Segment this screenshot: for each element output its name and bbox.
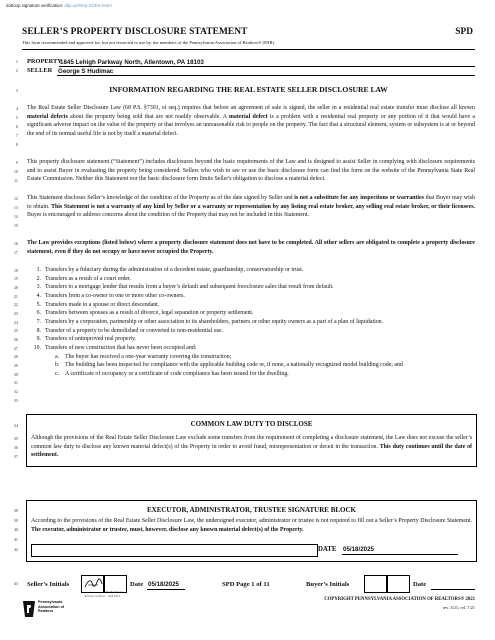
line-number: 40	[13, 527, 18, 532]
list-item: 10. Transfers of new construction that has never been occupied and:	[33, 344, 197, 351]
list-subitem: c. A certificate of occupancy or a certificate of code compliance has been issued for the dwelling.	[55, 370, 289, 377]
line-number: 25	[13, 328, 18, 333]
par-logo	[22, 598, 82, 622]
line-number: 4	[15, 106, 18, 111]
line-number: 12	[13, 196, 18, 201]
line-number: 34	[13, 423, 18, 428]
seller-label: SELLER	[27, 67, 53, 74]
line-number: 16	[13, 241, 18, 246]
paragraph-knowledge: This Statement discloses Seller’s knowledge of the condition of the Property as of the date signed by Seller and is not a substitute for any inspections or warranties that Buyer may wish to obtain. This Statement is not a warranty of any kind by Seller or a warranty or representation by any listing real estate broker, any selling real estate broker, or their licensees. Buyer is encouraged to address concerns about the condition of the Property that may not be included in this Statement.	[27, 195, 475, 219]
list-item: 9. Transfers of unimproved real property.	[36, 336, 137, 343]
seller-initials-box-2[interactable]	[103, 575, 127, 593]
list-item: 2. Transfers as a result of a court order.	[36, 275, 132, 282]
common-law-duty-box	[26, 414, 477, 467]
list-item: 8. Transfer of a property to be demolished or converted to non-residential use.	[36, 327, 224, 334]
line-number: 43	[13, 581, 18, 586]
dotloop-link[interactable]: dtlp.us/9S4j-ZGEK-M4iA	[64, 3, 113, 8]
copyright: COPYRIGHT PENNSYLVANIA ASSOCIATION OF REALTORS® 2021	[324, 597, 475, 602]
executor-date-label: DATE	[318, 546, 337, 553]
line-number: 27	[13, 346, 18, 351]
line-number: 19	[13, 276, 18, 281]
line-number: 26	[13, 337, 18, 342]
line-number: 5	[15, 115, 18, 120]
seller-underline	[57, 75, 475, 76]
list-item: 6. Transfers between spouses as a result of divorce, legal separation or property settlement.	[36, 310, 254, 317]
line-number: 28	[13, 354, 18, 359]
seller-initials-box-1[interactable]	[81, 575, 105, 593]
box-title: COMMON LAW DUTY TO DISCLOSE	[190, 420, 313, 428]
line-number: 7	[15, 133, 18, 138]
list-item: 1. Transfers by a fiduciary during the administration of a decedent estate, guardianship, conservatorship or trust.	[36, 267, 304, 273]
line-number: 24	[13, 320, 18, 325]
line-number: 13	[13, 205, 18, 210]
list-subitem: b. The building has been inspected for compliance with the applicable building code or, if none, a nationally recognized model building code; and	[55, 362, 403, 369]
line-number: 14	[13, 214, 18, 219]
initials-signature-icon	[82, 576, 104, 592]
line-number: 9	[15, 160, 18, 165]
line-number: 6	[15, 124, 18, 129]
seller-date-label: Date	[130, 581, 144, 588]
line-number: 11	[13, 178, 18, 183]
date-underline	[342, 554, 458, 555]
executor-signature-box	[26, 500, 477, 562]
list-item: 4. Transfers from a co-owner to one or more other co-owners.	[36, 292, 185, 299]
list-item: 3. Transfers to a mortgage lender that results from a buyer’s default and subsequent foreclosure sales that result from default.	[36, 284, 334, 291]
buyer-initials-label: Buyer’s Initials	[306, 581, 350, 588]
list-subitem: a. The buyer has received a one-year warranty covering the construction;	[55, 353, 232, 360]
buyer-initials-box-2[interactable]	[386, 575, 410, 593]
line-number: 41	[13, 537, 18, 542]
exceptions-list	[27, 266, 475, 379]
line-number: 35	[13, 436, 18, 441]
list-item: 7. Transfers by a corporation, partnership or other association to its shareholders, partners or other equity owners as a part of a plan of liquidation.	[36, 318, 384, 325]
executor-signature-field[interactable]	[31, 544, 318, 557]
box-text: Although the provisions of the Real Estate Seller Disclosure Law exclude some transfers from the requirement of completing a disclosure statement, the Law does not excuse the seller’s common law duty to disclose any known material defect(s) of the Property in order to avoid fraud, misrepresentation or deceit in the transaction. This duty continues until the date of settlement.	[31, 435, 472, 459]
paragraph-material-defects: The Real Estate Seller Disclosure Law (68 P.S. §7301, et seq.) requires that before an agreement of sale is signed, the seller in a residential real estate transfer must disclose all known material defects about the property being sold that are not readily observable. A material defect is a problem with a residential real property or any portion of it that would have a significant adverse impact on the value of the property or that involves an unreasonable risk to people on the property. The fact that a structural element, system or subsystem is at or beyond the end of its normal useful life is not by itself a material defect.	[27, 105, 475, 138]
line-number: 32	[13, 389, 18, 394]
section-heading: INFORMATION REGARDING THE REAL ESTATE SELLER DISCLOSURE LAW	[109, 85, 388, 94]
property-label: PROPERTY	[27, 58, 62, 65]
page-title: SELLER’S PROPERTY DISCLOSURE STATEMENT	[22, 27, 248, 37]
seller-initials-label: Seller’s Initials	[27, 581, 70, 588]
line-number: 21	[13, 294, 18, 299]
line-number: 30	[13, 372, 18, 377]
list-item: 5. Transfers made to a spouse or direct descendant.	[36, 301, 160, 308]
keystone-logo-icon	[22, 600, 36, 618]
buyer-date-label: Date	[413, 581, 427, 588]
line-number: 33	[13, 398, 18, 403]
line-number: 20	[13, 285, 18, 290]
buyer-date-field[interactable]	[431, 589, 475, 590]
line-number: 38	[13, 508, 18, 513]
revision: rev. 3/21; rel. 7/21	[442, 605, 475, 610]
line-number: 17	[13, 250, 18, 255]
line-number: 42	[13, 547, 18, 552]
seller-date-field[interactable]: 05/18/2025	[148, 581, 179, 588]
signature-stamp: 05/18/25 9:17 AM EDT	[105, 590, 123, 598]
line-number: 29	[13, 363, 18, 368]
line-number: 3	[15, 88, 18, 93]
line-number: 18	[13, 268, 18, 273]
line-number: 37	[13, 454, 18, 459]
line-number: 36	[13, 445, 18, 450]
line-number: 8	[15, 142, 18, 147]
logo-text: Pennsylvania Association of Realtors	[38, 600, 65, 614]
line-number: 10	[13, 169, 18, 174]
paragraph-exceptions: The Law provides exceptions (listed below) where a property disclosure statement does not have to be completed. All other sellers are obligated to complete a property disclosure statement, even if they do not occupy or have never occupied the Property.	[27, 240, 475, 255]
line-number: 2	[15, 68, 18, 73]
box-title: EXECUTOR, ADMINISTRATOR, TRUSTEE SIGNATURE BLOCK	[146, 506, 356, 514]
line-number: 31	[13, 380, 18, 385]
property-field[interactable]: 1845 Lehigh Parkway North, Allentown, PA 18103	[60, 58, 204, 66]
executor-date-field[interactable]: 05/18/2025	[343, 546, 374, 553]
seller-field[interactable]: George S Hudimac	[58, 67, 114, 75]
line-number: 15	[13, 223, 18, 228]
line-number: 22	[13, 302, 18, 307]
buyer-initials-box-1[interactable]	[364, 575, 388, 593]
box-text: According to the provisions of the Real Estate Seller Disclosure Law, the undersigned executor, administrator or trustee is not required to fill out a Seller’s Property Disclosure Statement. The executor, administrator or trustee, must, however, disclose any known material defect(s) of the Property.	[31, 518, 472, 533]
line-number: 1	[15, 59, 18, 64]
property-underline	[59, 66, 475, 67]
form-code: SPD	[455, 27, 473, 37]
signature-id: dotloop verified	[84, 594, 105, 598]
paragraph-statement-purpose: This property disclosure statement (“Statement”) includes disclosures beyond the basic requirements of the Law and is designed to assist Seller in complying with disclosure requirements and to assist Buyer in evaluating the property being considered. Sellers who wish to see or use the basic disclosure form can find the form on the website of the Pennsylvania State Real Estate Commission. Neither this Statement nor the basic disclosure form limits Seller's obligation to disclose a material defect.	[27, 159, 475, 183]
header-rule	[22, 49, 475, 50]
line-number: 23	[13, 311, 18, 316]
page-number: SPD Page 1 of 11	[222, 581, 270, 588]
form-subtitle: This form recommended and approved for, but not restricted to use by, the members of the Pennsylvania Association of Realtors® (PAR).	[22, 40, 276, 45]
date-underline	[147, 589, 185, 590]
line-number: 39	[13, 518, 18, 523]
dotloop-verification: dotloop signature verification: dtlp.us/9S4j-ZGEK-M4iA	[6, 3, 113, 8]
